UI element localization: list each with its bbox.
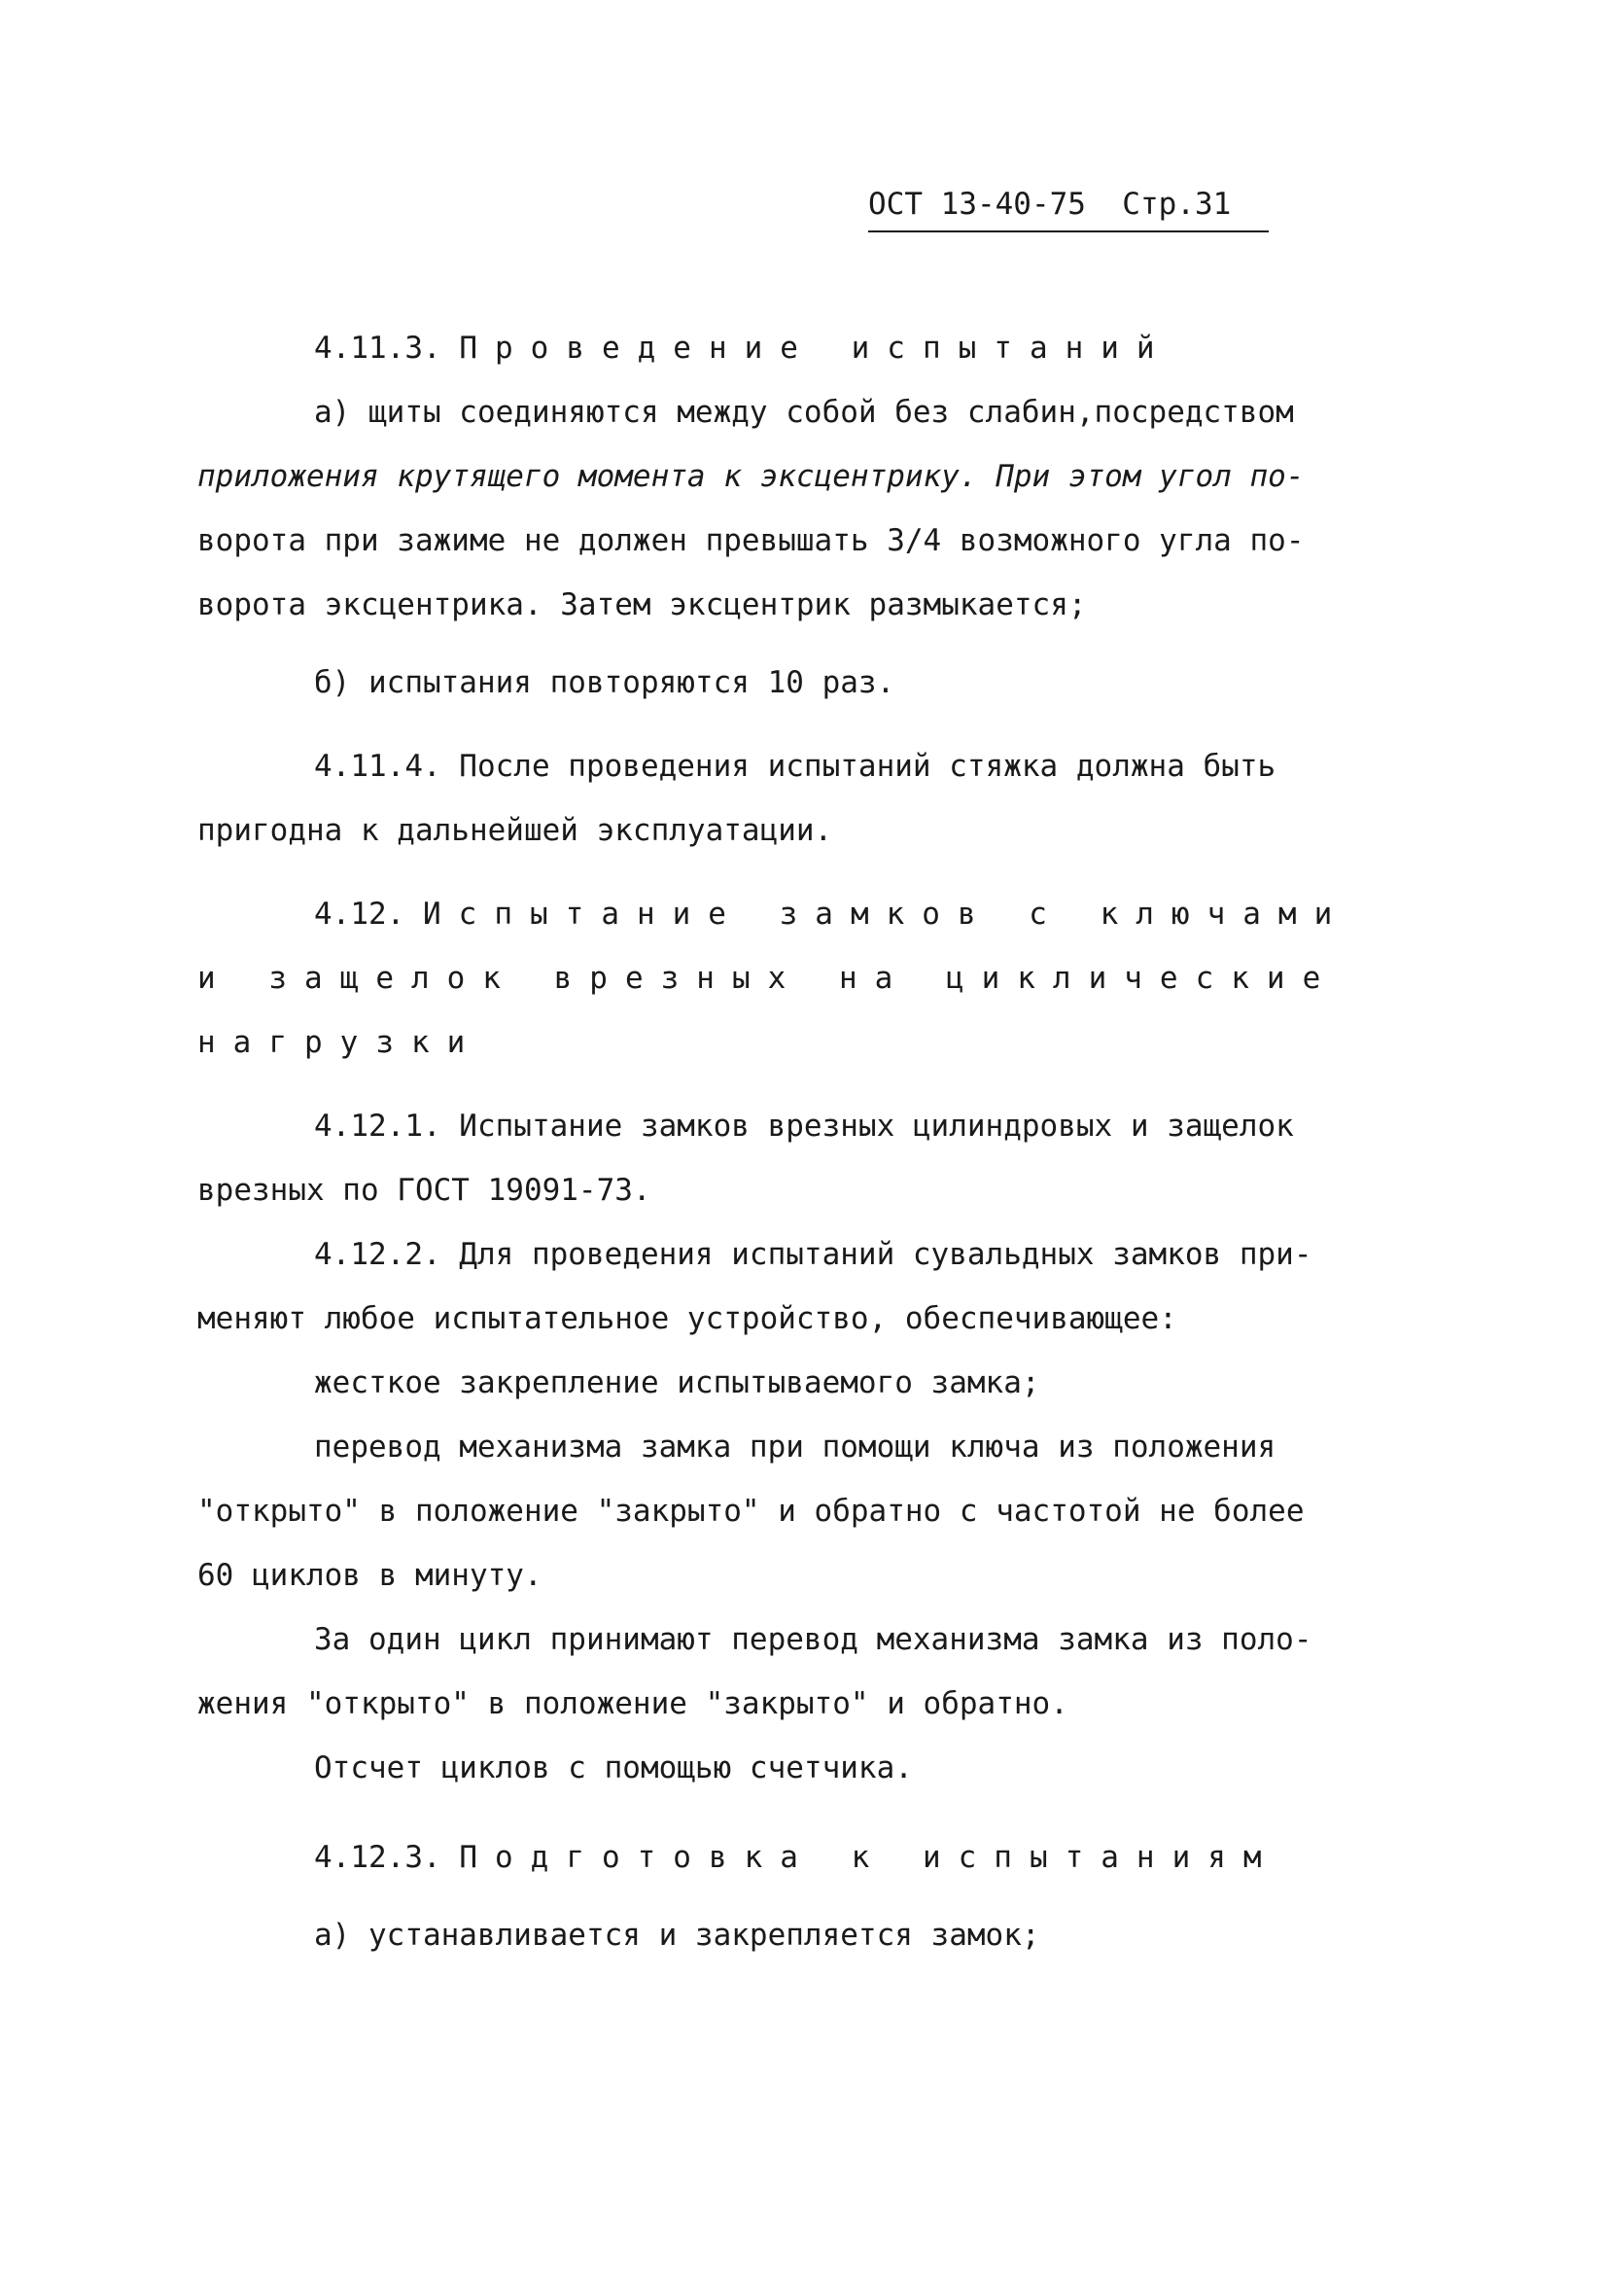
standard-number: ОСТ 13-40-75 [868, 187, 1086, 222]
paragraph-line: Отсчет циклов с помощью счетчика. [314, 1750, 913, 1785]
page-header [868, 180, 1269, 229]
paragraph-line: жесткое закрепление испытываемого замка; [314, 1365, 1040, 1400]
section-title: Испытание замков с ключами [423, 897, 1350, 932]
paragraph-line: приложения крутящего момента к эксцентрику. При этом угол по- [197, 459, 1305, 494]
section-title: Проведение испытаний [459, 331, 1172, 366]
paragraph-line: 4.11.4. После проведения испытаний стяжка должна быть [314, 749, 1276, 784]
paragraph-line: перевод механизма замка при помощи ключа из положения [314, 1430, 1276, 1465]
paragraph-line: 60 циклов в минуту. [197, 1558, 542, 1593]
paragraph-line: пригодна к дальнейшей эксплуатации. [197, 813, 833, 848]
document-body [197, 316, 1403, 1967]
page-number: Стр.31 [1122, 187, 1232, 222]
section-title-line: нагрузки [197, 1025, 483, 1060]
section-title-line: и защелок врезных на циклические [197, 961, 1339, 996]
paragraph-line: врезных по ГОСТ 19091-73. [197, 1173, 651, 1208]
section-heading-4-12 [197, 882, 1403, 946]
section-heading-4-11-3 [197, 316, 1403, 380]
paragraph-line: меняют любое испытательное устройство, обеспечивающее: [197, 1301, 1177, 1336]
paragraph-line: 4.12.2. Для проведения испытаний сувальдных замков при- [314, 1237, 1312, 1272]
section-title: Подготовка к испытаниям [459, 1840, 1279, 1875]
paragraph-line: "открыто" в положение "закрыто" и обратно с частотой не более [197, 1494, 1305, 1529]
paragraph-line: ворота при зажиме не должен превышать 3/4 возможного угла по- [197, 523, 1305, 558]
paragraph-line: а) устанавливается и закрепляется замок; [314, 1918, 1040, 1953]
paragraph-line: 4.12.1. Испытание замков врезных цилиндровых и защелок [314, 1109, 1294, 1144]
header-underline [868, 230, 1269, 232]
section-number: 4.11.3. [314, 331, 441, 366]
paragraph-line: ворота эксцентрика. Затем эксцентрик размыкается; [197, 587, 1087, 622]
section-number: 4.12.3. [314, 1840, 441, 1875]
section-number: 4.12. [314, 897, 405, 932]
section-heading-4-12-3 [197, 1825, 1403, 1890]
paragraph-line: За один цикл принимают перевод механизма замка из поло- [314, 1622, 1312, 1657]
paragraph-line: а) щиты соединяются между собой без слабин,посредством [314, 395, 1294, 430]
paragraph-line: б) испытания повторяются 10 раз. [314, 665, 895, 700]
paragraph-line: жения "открыто" в положение "закрыто" и обратно. [197, 1686, 1068, 1721]
